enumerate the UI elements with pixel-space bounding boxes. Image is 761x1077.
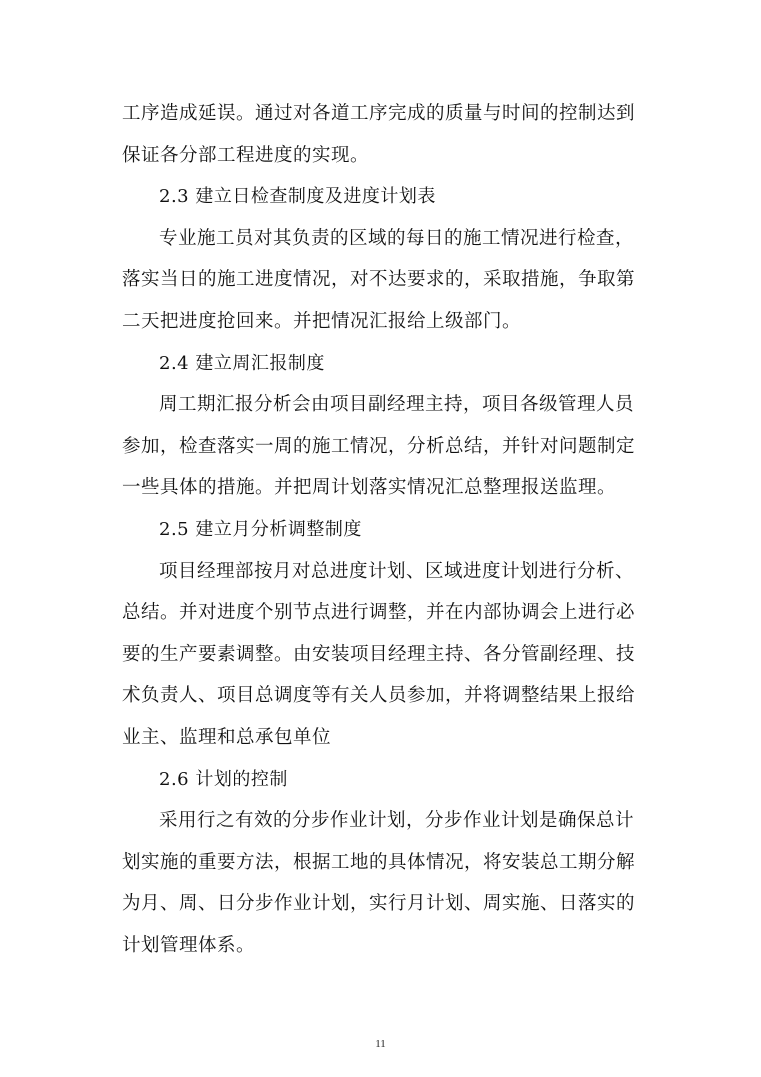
text-line: 采用行之有效的分步作业计划，分步作业计划是确保总计	[159, 810, 635, 832]
paragraph-continuation	[122, 93, 642, 176]
text-line: 业主、监理和总承包单位	[122, 726, 332, 748]
text-line: 总结。并对进度个别节点进行调整，并在内部协调会上进行必	[122, 602, 636, 624]
page-number: 11	[375, 1038, 386, 1050]
text-line: 保证各分部工程进度的实现。	[122, 144, 370, 166]
text-line: 要的生产要素调整。由安装项目经理主持、各分管副经理、技	[122, 643, 636, 665]
paragraph-plan-control	[122, 800, 642, 966]
paragraph-daily-inspection	[122, 218, 642, 343]
text-line: 一些具体的措施。并把周计划落实情况汇总整理报送监理。	[122, 477, 617, 499]
paragraph-weekly-report	[122, 384, 642, 509]
section-heading-2-5: 2.5 建立月分析调整制度	[159, 518, 362, 540]
text-line: 为月、周、日分步作业计划，实行月计划、周实施、日落实的	[122, 893, 636, 915]
section-heading-2-4: 2.4 建立周汇报制度	[159, 352, 325, 374]
text-line: 参加，检查落实一周的施工情况，分析总结，并针对问题制定	[122, 435, 636, 457]
text-line: 划实施的重要方法，根据工地的具体情况，将安装总工期分解	[122, 851, 636, 873]
page-body	[122, 93, 642, 966]
text-line: 周工期汇报分析会由项目副经理主持，项目各级管理人员	[159, 394, 635, 416]
text-line: 工序造成延误。通过对各道工序完成的质量与时间的控制达到	[122, 103, 636, 124]
text-line: 二天把进度抢回来。并把情况汇报给上级部门。	[122, 310, 522, 332]
text-line: 计划管理体系。	[122, 934, 256, 956]
text-line: 术负责人、项目总调度等有关人员参加，并将调整结果上报给	[122, 685, 636, 707]
text-line: 落实当日的施工进度情况，对不达要求的，采取措施，争取第	[122, 269, 636, 291]
paragraph-monthly-analysis	[122, 551, 642, 759]
section-heading-2-3: 2.3 建立日检查制度及进度计划表	[159, 186, 436, 208]
section-heading-2-6: 2.6 计划的控制	[159, 768, 288, 790]
text-line: 项目经理部按月对总进度计划、区域进度计划进行分析、	[159, 560, 635, 582]
text-line: 专业施工员对其负责的区域的每日的施工情况进行检查，	[159, 227, 635, 249]
